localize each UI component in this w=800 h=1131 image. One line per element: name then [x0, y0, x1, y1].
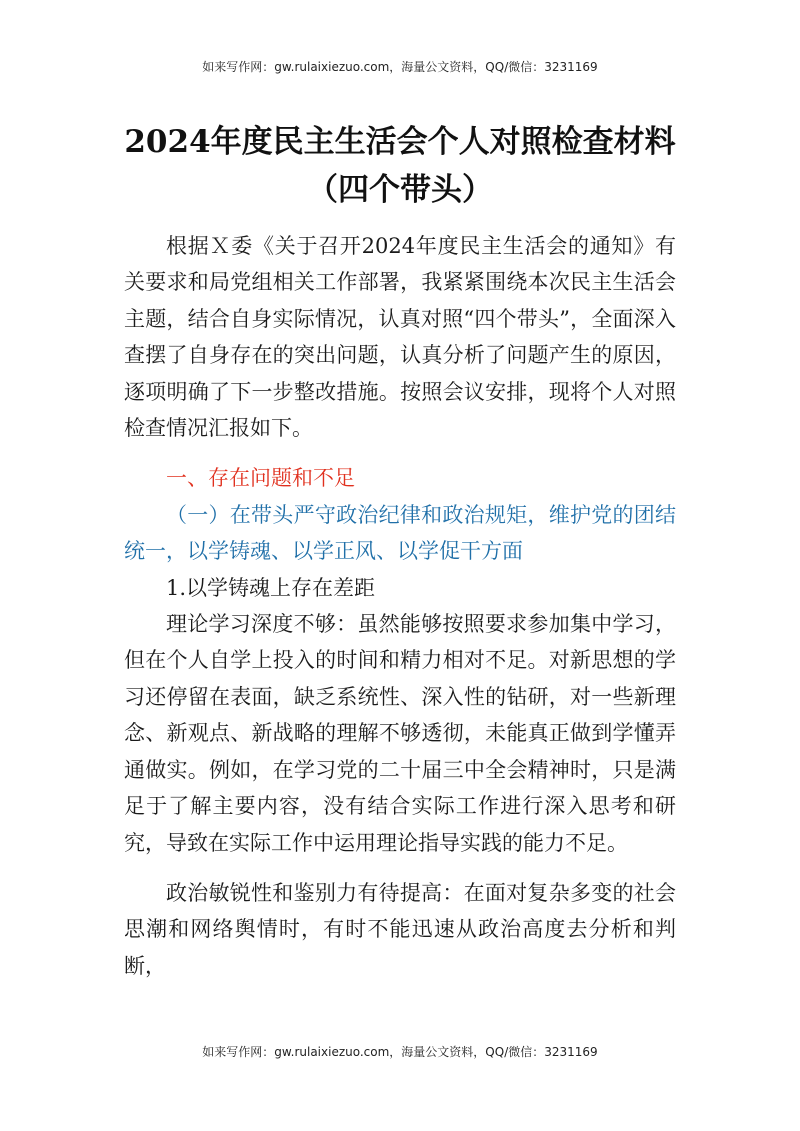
document-title: 2024年度民主生活会个人对照检查材料（四个带头）	[124, 124, 676, 208]
body-paragraph: 理论学习深度不够：虽然能够按照要求参加集中学习，但在个人自学上投入的时间和精力相对不足。对新思想的学习还停留在表面，缺乏系统性、深入性的钻研，对一些新理念、新观点、新战略的理解不够透彻，未能真正做到学懂弄通做实。例如，在学习党的二十届三中全会精神时，只是满足于了解主要内容，没有结合实际工作进行深入思考和研究，导致在实际工作中运用理论指导实践的能力不足。	[124, 612, 676, 855]
section-heading: 一、存在问题和不足	[166, 466, 355, 491]
body-paragraph: 政治敏锐性和鉴别力有待提高：在面对复杂多变的社会思潮和网络舆情时，有时不能迅速从政治高度去分析和判断，	[124, 880, 676, 978]
page-footer: 如来写作网：gw.rulaixiezuo.com，海量公文资料，QQ/微信：3231169	[202, 1045, 598, 1059]
page-header: 如来写作网：gw.rulaixiezuo.com，海量公文资料，QQ/微信：3231169	[202, 60, 598, 74]
document-body	[124, 228, 676, 984]
item-heading: 1.以学铸魂上存在差距	[166, 575, 376, 600]
intro-paragraph: 根据Ｘ委《关于召开2024年度民主生活会的通知》有关要求和局党组相关工作部署，我紧紧围绕本次民主生活会主题，结合自身实际情况，认真对照“四个带头”，全面深入查摆了自身存在的突出问题，认真分析了问题产生的原因，逐项明确了下一步整改措施。按照会议安排，现将个人对照检查情况汇报如下。	[124, 234, 676, 441]
subsection-heading: （一）在带头严守政治纪律和政治规矩，维护党的团结统一，以学铸魂、以学正风、以学促干方面	[124, 502, 676, 564]
